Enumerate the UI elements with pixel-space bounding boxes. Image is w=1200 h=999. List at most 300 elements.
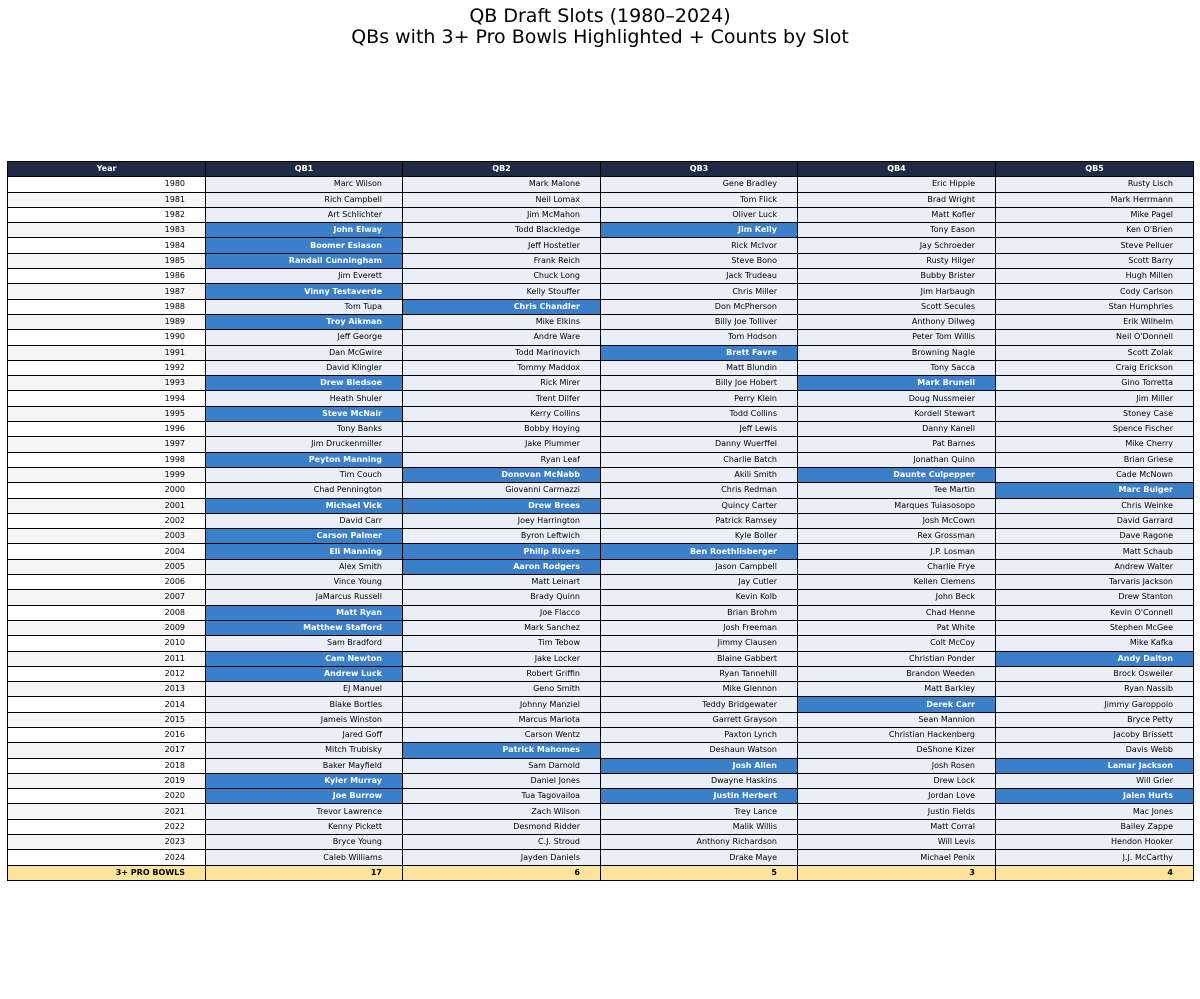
qb-cell: Marques Tuiasosopo xyxy=(798,498,996,513)
year-cell: 2021 xyxy=(8,804,206,819)
table-row xyxy=(8,483,1194,498)
qb-cell: Perry Klein xyxy=(601,391,798,406)
qb-cell: Tee Martin xyxy=(798,483,996,498)
qb-cell: Chris Weinke xyxy=(996,498,1194,513)
qb-cell: Peter Tom Willis xyxy=(798,330,996,345)
qb-cell-highlighted: Matt Ryan xyxy=(206,605,403,620)
qb-cell: Kenny Pickett xyxy=(206,819,403,834)
qb-cell: J.J. McCarthy xyxy=(996,850,1194,865)
qb-cell: Christian Ponder xyxy=(798,651,996,666)
qb-cell-highlighted: Andy Dalton xyxy=(996,651,1194,666)
qb-cell: Jay Schroeder xyxy=(798,238,996,253)
table-row xyxy=(8,789,1194,804)
qb-cell: Trey Lance xyxy=(601,804,798,819)
qb-cell: Browning Nagle xyxy=(798,345,996,360)
qb-cell: Chad Henne xyxy=(798,605,996,620)
qb-draft-table xyxy=(7,161,1194,881)
qb-cell: Vince Young xyxy=(206,575,403,590)
qb-cell-highlighted: Michael Vick xyxy=(206,498,403,513)
year-cell: 2010 xyxy=(8,636,206,651)
qb-cell: Brady Quinn xyxy=(403,590,601,605)
table-row xyxy=(8,682,1194,697)
total-value-qb4: 3 xyxy=(798,865,996,880)
qb-cell-highlighted: Aaron Rodgers xyxy=(403,559,601,574)
qb-cell: Heath Shuler xyxy=(206,391,403,406)
year-cell: 1989 xyxy=(8,314,206,329)
qb-cell: Bryce Young xyxy=(206,835,403,850)
column-header-qb5: QB5 xyxy=(996,162,1194,177)
year-cell: 2015 xyxy=(8,712,206,727)
year-cell: 1983 xyxy=(8,223,206,238)
table-row xyxy=(8,376,1194,391)
qb-cell: Kordell Stewart xyxy=(798,406,996,421)
qb-cell-highlighted: Kyler Murray xyxy=(206,773,403,788)
qb-cell: C.J. Stroud xyxy=(403,835,601,850)
table-row xyxy=(8,284,1194,299)
qb-cell-highlighted: Andrew Luck xyxy=(206,666,403,681)
qb-cell: Jim Harbaugh xyxy=(798,284,996,299)
qb-cell: Jonathan Quinn xyxy=(798,452,996,467)
qb-cell-highlighted: Donovan McNabb xyxy=(403,467,601,482)
qb-cell: Brandon Weeden xyxy=(798,666,996,681)
qb-cell: EJ Manuel xyxy=(206,682,403,697)
qb-cell: Akili Smith xyxy=(601,467,798,482)
qb-cell: Mark Herrmann xyxy=(996,192,1194,207)
qb-cell: David Klingler xyxy=(206,360,403,375)
qb-cell: Tarvaris Jackson xyxy=(996,575,1194,590)
qb-cell: Josh Rosen xyxy=(798,758,996,773)
qb-cell: Jason Campbell xyxy=(601,559,798,574)
table-row xyxy=(8,498,1194,513)
qb-cell: Giovanni Carmazzi xyxy=(403,483,601,498)
qb-cell-highlighted: Daunte Culpepper xyxy=(798,467,996,482)
qb-cell: Joey Harrington xyxy=(403,513,601,528)
qb-cell: Christian Hackenberg xyxy=(798,727,996,742)
qb-cell: Trevor Lawrence xyxy=(206,804,403,819)
qb-cell: Oliver Luck xyxy=(601,207,798,222)
year-cell: 2007 xyxy=(8,590,206,605)
qb-cell: Todd Blackledge xyxy=(403,223,601,238)
qb-cell: Chuck Long xyxy=(403,269,601,284)
qb-cell: Brad Wright xyxy=(798,192,996,207)
table-row xyxy=(8,513,1194,528)
qb-cell: Jim Druckenmiller xyxy=(206,437,403,452)
header-row xyxy=(8,162,1194,177)
table-row xyxy=(8,467,1194,482)
qb-cell: Zach Wilson xyxy=(403,804,601,819)
qb-cell: Tony Eason xyxy=(798,223,996,238)
qb-cell: Baker Mayfield xyxy=(206,758,403,773)
qb-cell-highlighted: Josh Allen xyxy=(601,758,798,773)
qb-cell: Ryan Tannehill xyxy=(601,666,798,681)
table-row xyxy=(8,544,1194,559)
qb-cell: Johnny Manziel xyxy=(403,697,601,712)
qb-cell: Art Schlichter xyxy=(206,207,403,222)
year-cell: 2014 xyxy=(8,697,206,712)
year-cell: 2022 xyxy=(8,819,206,834)
qb-cell: Robert Griffin xyxy=(403,666,601,681)
qb-cell: Bryce Petty xyxy=(996,712,1194,727)
table-row xyxy=(8,269,1194,284)
qb-cell: Will Grier xyxy=(996,773,1194,788)
qb-cell: Billy Joe Tolliver xyxy=(601,314,798,329)
qb-cell: Patrick Ramsey xyxy=(601,513,798,528)
table-row xyxy=(8,835,1194,850)
qb-cell: Trent Dilfer xyxy=(403,391,601,406)
qb-cell: Neil Lomax xyxy=(403,192,601,207)
qb-cell: Mike Glennon xyxy=(601,682,798,697)
qb-cell: Charlie Batch xyxy=(601,452,798,467)
qb-cell: Tom Hodson xyxy=(601,330,798,345)
qb-cell: Don McPherson xyxy=(601,299,798,314)
year-cell: 2020 xyxy=(8,789,206,804)
qb-cell: Tommy Maddox xyxy=(403,360,601,375)
qb-cell: Alex Smith xyxy=(206,559,403,574)
qb-cell-highlighted: Ben Roethlisberger xyxy=(601,544,798,559)
qb-cell: David Garrard xyxy=(996,513,1194,528)
qb-cell: Neil O'Donnell xyxy=(996,330,1194,345)
qb-cell: Stan Humphries xyxy=(996,299,1194,314)
qb-cell: Andre Ware xyxy=(403,330,601,345)
qb-cell: Sam Darnold xyxy=(403,758,601,773)
year-cell: 1998 xyxy=(8,452,206,467)
qb-cell: Mitch Trubisky xyxy=(206,743,403,758)
chart-subtitle: QBs with 3+ Pro Bowls Highlighted + Counts by Slot xyxy=(351,26,849,48)
year-cell: 1994 xyxy=(8,391,206,406)
qb-cell: Mike Pagel xyxy=(996,207,1194,222)
table-row xyxy=(8,299,1194,314)
qb-cell: Jeff George xyxy=(206,330,403,345)
qb-cell-highlighted: Justin Herbert xyxy=(601,789,798,804)
qb-cell: Marc Wilson xyxy=(206,177,403,192)
qb-cell: Geno Smith xyxy=(403,682,601,697)
table-row xyxy=(8,391,1194,406)
total-value-qb2: 6 xyxy=(403,865,601,880)
qb-cell: Todd Marinovich xyxy=(403,345,601,360)
chart-title-block xyxy=(0,6,1200,48)
qb-cell: Tim Tebow xyxy=(403,636,601,651)
qb-cell: Danny Kanell xyxy=(798,422,996,437)
table-row xyxy=(8,666,1194,681)
qb-cell: Josh Freeman xyxy=(601,620,798,635)
year-cell: 1996 xyxy=(8,422,206,437)
qb-cell: Cade McNown xyxy=(996,467,1194,482)
year-cell: 1987 xyxy=(8,284,206,299)
qb-cell: Carson Wentz xyxy=(403,727,601,742)
year-cell: 2005 xyxy=(8,559,206,574)
qb-cell-highlighted: Boomer Esiason xyxy=(206,238,403,253)
qb-cell: Bailey Zappe xyxy=(996,819,1194,834)
table-row xyxy=(8,773,1194,788)
qb-cell-highlighted: Peyton Manning xyxy=(206,452,403,467)
qb-cell: David Carr xyxy=(206,513,403,528)
qb-cell: Desmond Ridder xyxy=(403,819,601,834)
qb-cell: Tom Flick xyxy=(601,192,798,207)
qb-cell: Jordan Love xyxy=(798,789,996,804)
qb-cell: Mac Jones xyxy=(996,804,1194,819)
table-row xyxy=(8,253,1194,268)
qb-cell: Erik Wilhelm xyxy=(996,314,1194,329)
qb-cell: Mike Cherry xyxy=(996,437,1194,452)
qb-cell-highlighted: Troy Aikman xyxy=(206,314,403,329)
qb-cell: Jimmy Clausen xyxy=(601,636,798,651)
year-cell: 2004 xyxy=(8,544,206,559)
qb-cell: Michael Penix xyxy=(798,850,996,865)
qb-cell: Colt McCoy xyxy=(798,636,996,651)
qb-cell: Paxton Lynch xyxy=(601,727,798,742)
qb-cell: Stephen McGee xyxy=(996,620,1194,635)
year-cell: 1986 xyxy=(8,269,206,284)
qb-cell: Rusty Hilger xyxy=(798,253,996,268)
year-cell: 2017 xyxy=(8,743,206,758)
table-row xyxy=(8,238,1194,253)
qb-cell: Joe Flacco xyxy=(403,605,601,620)
qb-cell: Jim Everett xyxy=(206,269,403,284)
qb-cell: Jimmy Garoppolo xyxy=(996,697,1194,712)
qb-cell: Brock Osweiler xyxy=(996,666,1194,681)
qb-cell: Stoney Case xyxy=(996,406,1194,421)
qb-cell-highlighted: Philip Rivers xyxy=(403,544,601,559)
qb-cell: Gene Bradley xyxy=(601,177,798,192)
qb-cell: Jacoby Brissett xyxy=(996,727,1194,742)
qb-cell: J.P. Losman xyxy=(798,544,996,559)
qb-cell: Caleb Williams xyxy=(206,850,403,865)
qb-cell: Deshaun Watson xyxy=(601,743,798,758)
qb-cell: Jim McMahon xyxy=(403,207,601,222)
qb-cell: Spence Fischer xyxy=(996,422,1194,437)
year-cell: 2012 xyxy=(8,666,206,681)
qb-cell: Teddy Bridgewater xyxy=(601,697,798,712)
year-cell: 1997 xyxy=(8,437,206,452)
qb-cell: Dave Ragone xyxy=(996,529,1194,544)
qb-cell: Rex Grossman xyxy=(798,529,996,544)
qb-cell: DeShone Kizer xyxy=(798,743,996,758)
qb-cell: Andrew Walter xyxy=(996,559,1194,574)
qb-cell: Mike Elkins xyxy=(403,314,601,329)
table-row xyxy=(8,758,1194,773)
table-row xyxy=(8,727,1194,742)
table-row xyxy=(8,330,1194,345)
qb-cell: Jayden Daniels xyxy=(403,850,601,865)
table-row xyxy=(8,406,1194,421)
qb-cell: Jack Trudeau xyxy=(601,269,798,284)
qb-cell: Todd Collins xyxy=(601,406,798,421)
qb-cell: Dwayne Haskins xyxy=(601,773,798,788)
year-cell: 2024 xyxy=(8,850,206,865)
qb-cell: Anthony Richardson xyxy=(601,835,798,850)
qb-cell-highlighted: Drew Brees xyxy=(403,498,601,513)
qb-cell: Scott Secules xyxy=(798,299,996,314)
year-cell: 1999 xyxy=(8,467,206,482)
qb-cell: Kellen Clemens xyxy=(798,575,996,590)
column-header-year: Year xyxy=(8,162,206,177)
qb-cell: Bobby Hoying xyxy=(403,422,601,437)
qb-cell: Gino Torretta xyxy=(996,376,1194,391)
table-row xyxy=(8,697,1194,712)
qb-cell: Jim Miller xyxy=(996,391,1194,406)
table-row xyxy=(8,590,1194,605)
qb-cell: Pat White xyxy=(798,620,996,635)
qb-cell: Malik Willis xyxy=(601,819,798,834)
qb-cell: Blake Bortles xyxy=(206,697,403,712)
qb-cell: Sean Mannion xyxy=(798,712,996,727)
qb-cell: Jeff Hostetler xyxy=(403,238,601,253)
qb-cell: Matt Schaub xyxy=(996,544,1194,559)
year-cell: 2008 xyxy=(8,605,206,620)
totals-label: 3+ PRO BOWLS xyxy=(8,865,206,880)
year-cell: 1984 xyxy=(8,238,206,253)
table-row xyxy=(8,804,1194,819)
qb-cell: Jeff Lewis xyxy=(601,422,798,437)
qb-cell: Kevin O'Connell xyxy=(996,605,1194,620)
table-row xyxy=(8,177,1194,192)
table-row xyxy=(8,192,1194,207)
total-value-qb1: 17 xyxy=(206,865,403,880)
year-cell: 2013 xyxy=(8,682,206,697)
table-row xyxy=(8,360,1194,375)
qb-cell: Garrett Grayson xyxy=(601,712,798,727)
qb-cell: Cody Carlson xyxy=(996,284,1194,299)
table-row xyxy=(8,651,1194,666)
qb-cell: Drew Stanton xyxy=(996,590,1194,605)
qb-cell: Matt Blundin xyxy=(601,360,798,375)
qb-cell: Matt Kofler xyxy=(798,207,996,222)
qb-cell: Jameis Winston xyxy=(206,712,403,727)
table-row xyxy=(8,605,1194,620)
qb-cell: Marcus Mariota xyxy=(403,712,601,727)
qb-cell-highlighted: Marc Bulger xyxy=(996,483,1194,498)
qb-cell-highlighted: Randall Cunningham xyxy=(206,253,403,268)
qb-cell: Pat Barnes xyxy=(798,437,996,452)
year-cell: 1992 xyxy=(8,360,206,375)
qb-cell: Hendon Hooker xyxy=(996,835,1194,850)
qb-cell-highlighted: Cam Newton xyxy=(206,651,403,666)
year-cell: 1981 xyxy=(8,192,206,207)
table-row xyxy=(8,345,1194,360)
table-row xyxy=(8,314,1194,329)
qb-cell: Kyle Boller xyxy=(601,529,798,544)
table-row xyxy=(8,529,1194,544)
qb-cell: Rick McIvor xyxy=(601,238,798,253)
qb-cell: Drake Maye xyxy=(601,850,798,865)
year-cell: 2016 xyxy=(8,727,206,742)
year-cell: 2006 xyxy=(8,575,206,590)
qb-cell: Jake Locker xyxy=(403,651,601,666)
table-row xyxy=(8,850,1194,865)
qb-cell: Matt Corral xyxy=(798,819,996,834)
qb-cell-highlighted: Vinny Testaverde xyxy=(206,284,403,299)
qb-cell: Matt Leinart xyxy=(403,575,601,590)
year-cell: 1990 xyxy=(8,330,206,345)
qb-cell: Ken O'Brien xyxy=(996,223,1194,238)
table-row xyxy=(8,636,1194,651)
qb-cell-highlighted: Joe Burrow xyxy=(206,789,403,804)
table-row xyxy=(8,223,1194,238)
qb-cell: Quincy Carter xyxy=(601,498,798,513)
qb-cell: Davis Webb xyxy=(996,743,1194,758)
qb-cell: Mark Malone xyxy=(403,177,601,192)
year-cell: 2002 xyxy=(8,513,206,528)
qb-cell: Jake Plummer xyxy=(403,437,601,452)
total-value-qb5: 4 xyxy=(996,865,1194,880)
qb-cell: Daniel Jones xyxy=(403,773,601,788)
qb-cell: Mike Kafka xyxy=(996,636,1194,651)
qb-cell-highlighted: Lamar Jackson xyxy=(996,758,1194,773)
year-cell: 2011 xyxy=(8,651,206,666)
chart-title: QB Draft Slots (1980–2024) xyxy=(469,5,731,27)
qb-cell: Anthony Dilweg xyxy=(798,314,996,329)
year-cell: 1991 xyxy=(8,345,206,360)
qb-cell: Eric Hipple xyxy=(798,177,996,192)
qb-cell-highlighted: Mark Brunell xyxy=(798,376,996,391)
year-cell: 2003 xyxy=(8,529,206,544)
table-row xyxy=(8,620,1194,635)
qb-cell-highlighted: John Elway xyxy=(206,223,403,238)
qb-cell: Steve Bono xyxy=(601,253,798,268)
qb-cell: Rich Campbell xyxy=(206,192,403,207)
qb-cell-highlighted: Patrick Mahomes xyxy=(403,743,601,758)
qb-cell: Doug Nussmeier xyxy=(798,391,996,406)
table-row xyxy=(8,819,1194,834)
year-cell: 2023 xyxy=(8,835,206,850)
year-cell: 1988 xyxy=(8,299,206,314)
qb-cell: John Beck xyxy=(798,590,996,605)
table-row xyxy=(8,743,1194,758)
qb-cell: Justin Fields xyxy=(798,804,996,819)
table-row xyxy=(8,207,1194,222)
qb-cell: Kevin Kolb xyxy=(601,590,798,605)
qb-cell: Craig Erickson xyxy=(996,360,1194,375)
qb-cell-highlighted: Jalen Hurts xyxy=(996,789,1194,804)
qb-cell: Tua Tagovailoa xyxy=(403,789,601,804)
qb-cell: Steve Pelluer xyxy=(996,238,1194,253)
qb-cell: Matt Barkley xyxy=(798,682,996,697)
qb-cell: Billy Joe Hobert xyxy=(601,376,798,391)
year-cell: 1980 xyxy=(8,177,206,192)
qb-cell: Drew Lock xyxy=(798,773,996,788)
year-cell: 1982 xyxy=(8,207,206,222)
qb-cell: Scott Barry xyxy=(996,253,1194,268)
column-header-qb4: QB4 xyxy=(798,162,996,177)
qb-cell: Kelly Stouffer xyxy=(403,284,601,299)
qb-cell-highlighted: Matthew Stafford xyxy=(206,620,403,635)
qb-cell: Brian Griese xyxy=(996,452,1194,467)
qb-cell: Josh McCown xyxy=(798,513,996,528)
qb-cell-highlighted: Derek Carr xyxy=(798,697,996,712)
qb-cell: Mark Sanchez xyxy=(403,620,601,635)
qb-cell: Dan McGwire xyxy=(206,345,403,360)
table-row xyxy=(8,712,1194,727)
year-cell: 2001 xyxy=(8,498,206,513)
year-cell: 1993 xyxy=(8,376,206,391)
qb-cell: Jay Cutler xyxy=(601,575,798,590)
qb-cell-highlighted: Jim Kelly xyxy=(601,223,798,238)
table-row xyxy=(8,452,1194,467)
qb-cell: Tim Couch xyxy=(206,467,403,482)
column-header-qb3: QB3 xyxy=(601,162,798,177)
qb-cell-highlighted: Eli Manning xyxy=(206,544,403,559)
qb-cell: Tony Banks xyxy=(206,422,403,437)
qb-cell: Ryan Nassib xyxy=(996,682,1194,697)
qb-cell-highlighted: Steve McNair xyxy=(206,406,403,421)
qb-cell: Brian Brohm xyxy=(601,605,798,620)
column-header-qb1: QB1 xyxy=(206,162,403,177)
qb-cell-highlighted: Brett Favre xyxy=(601,345,798,360)
qb-cell: Jared Goff xyxy=(206,727,403,742)
year-cell: 2019 xyxy=(8,773,206,788)
year-cell: 1995 xyxy=(8,406,206,421)
qb-cell: Ryan Leaf xyxy=(403,452,601,467)
